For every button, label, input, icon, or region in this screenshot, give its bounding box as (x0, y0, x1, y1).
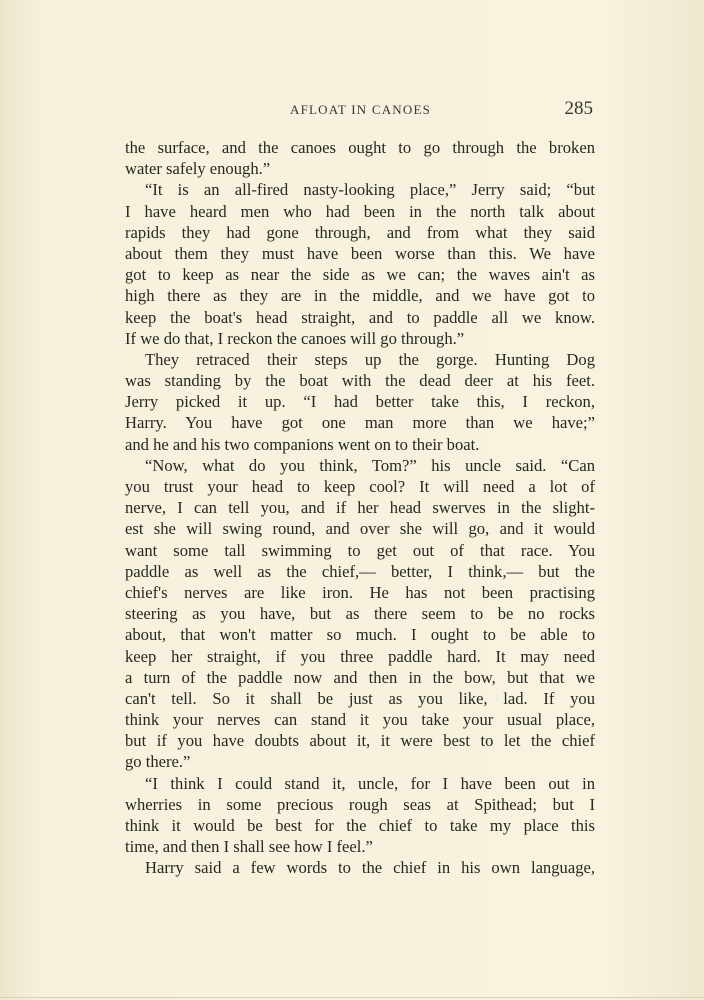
text-line: nerve, I can tell you, and if her head swerves in the slight- (125, 498, 595, 518)
text-line: a turn of the paddle now and then in the bow, but that we (125, 667, 595, 687)
text-line: got to keep as near the side as we can; the waves ain't as (125, 265, 595, 285)
text-line: water safely enough.” (125, 159, 271, 179)
text-line: time, and then I shall see how I feel.” (125, 837, 373, 857)
text-line: want some tall swimming to get out of that race. You (125, 540, 595, 560)
page-header (125, 98, 595, 122)
text-line: high there as they are in the middle, and we have got to (125, 286, 595, 306)
text-line: keep her straight, if you three paddle hard. It may need (125, 646, 595, 666)
text-line: the surface, and the canoes ought to go through the broken (125, 138, 595, 157)
text-line: you trust your head to keep cool? It will need a lot of (125, 477, 595, 496)
text-line: “Now, what do you think, Tom?” his uncle said. “Can (145, 455, 595, 475)
text-line: rapids they had gone through, and from what they said (125, 222, 595, 242)
text-line: I have heard men who had been in the north talk about (125, 201, 595, 221)
text-line: can't tell. So it shall be just as you like, lad. If you (125, 688, 595, 708)
page-number: 285 (564, 98, 593, 119)
text-line: think it would be best for the chief to take my place this (125, 816, 595, 835)
text-line: and he and his two companions went on to their boat. (125, 434, 480, 454)
text-line: “It is an all-fired nasty-looking place,” Jerry said; “but (145, 180, 595, 200)
text-line: If we do that, I reckon the canoes will go through.” (125, 328, 465, 348)
text-line: but if you have doubts about it, it were best to let the chief (125, 731, 595, 751)
text-line: keep the boat's head straight, and to paddle all we know. (125, 307, 595, 327)
text-line: go there.” (125, 752, 191, 772)
text-line: paddle as well as the chief,— better, I think,— but the (125, 561, 595, 581)
text-line: steering as you have, but as there seem to be no rocks (125, 604, 595, 624)
text-line: Harry. You have got one man more than we have;” (125, 413, 595, 433)
text-line: was standing by the boat with the dead deer at his feet. (125, 371, 595, 391)
text-line: about them they must have been worse than this. We have (125, 243, 595, 263)
text-line: chief's nerves are like iron. He has not been practising (125, 582, 595, 602)
text-line: Harry said a few words to the chief in his own language, (145, 858, 595, 878)
text-line: wherries in some precious rough seas at Spithead; but I (125, 794, 595, 814)
text-line: about, that won't matter so much. I ought to be able to (125, 625, 595, 645)
text-line: Jerry picked it up. “I had better take this, I reckon, (125, 392, 595, 412)
text-line: They retraced their steps up the gorge. Hunting Dog (145, 349, 595, 369)
body-text (125, 137, 595, 879)
page-edge-rule (0, 997, 704, 998)
running-head: AFLOAT IN CANOES (290, 102, 432, 117)
text-line: est she will swing round, and over she will go, and it would (125, 519, 595, 539)
text-line: think your nerves can stand it you take your usual place, (125, 710, 595, 730)
text-line: “I think I could stand it, uncle, for I have been out in (145, 773, 595, 793)
